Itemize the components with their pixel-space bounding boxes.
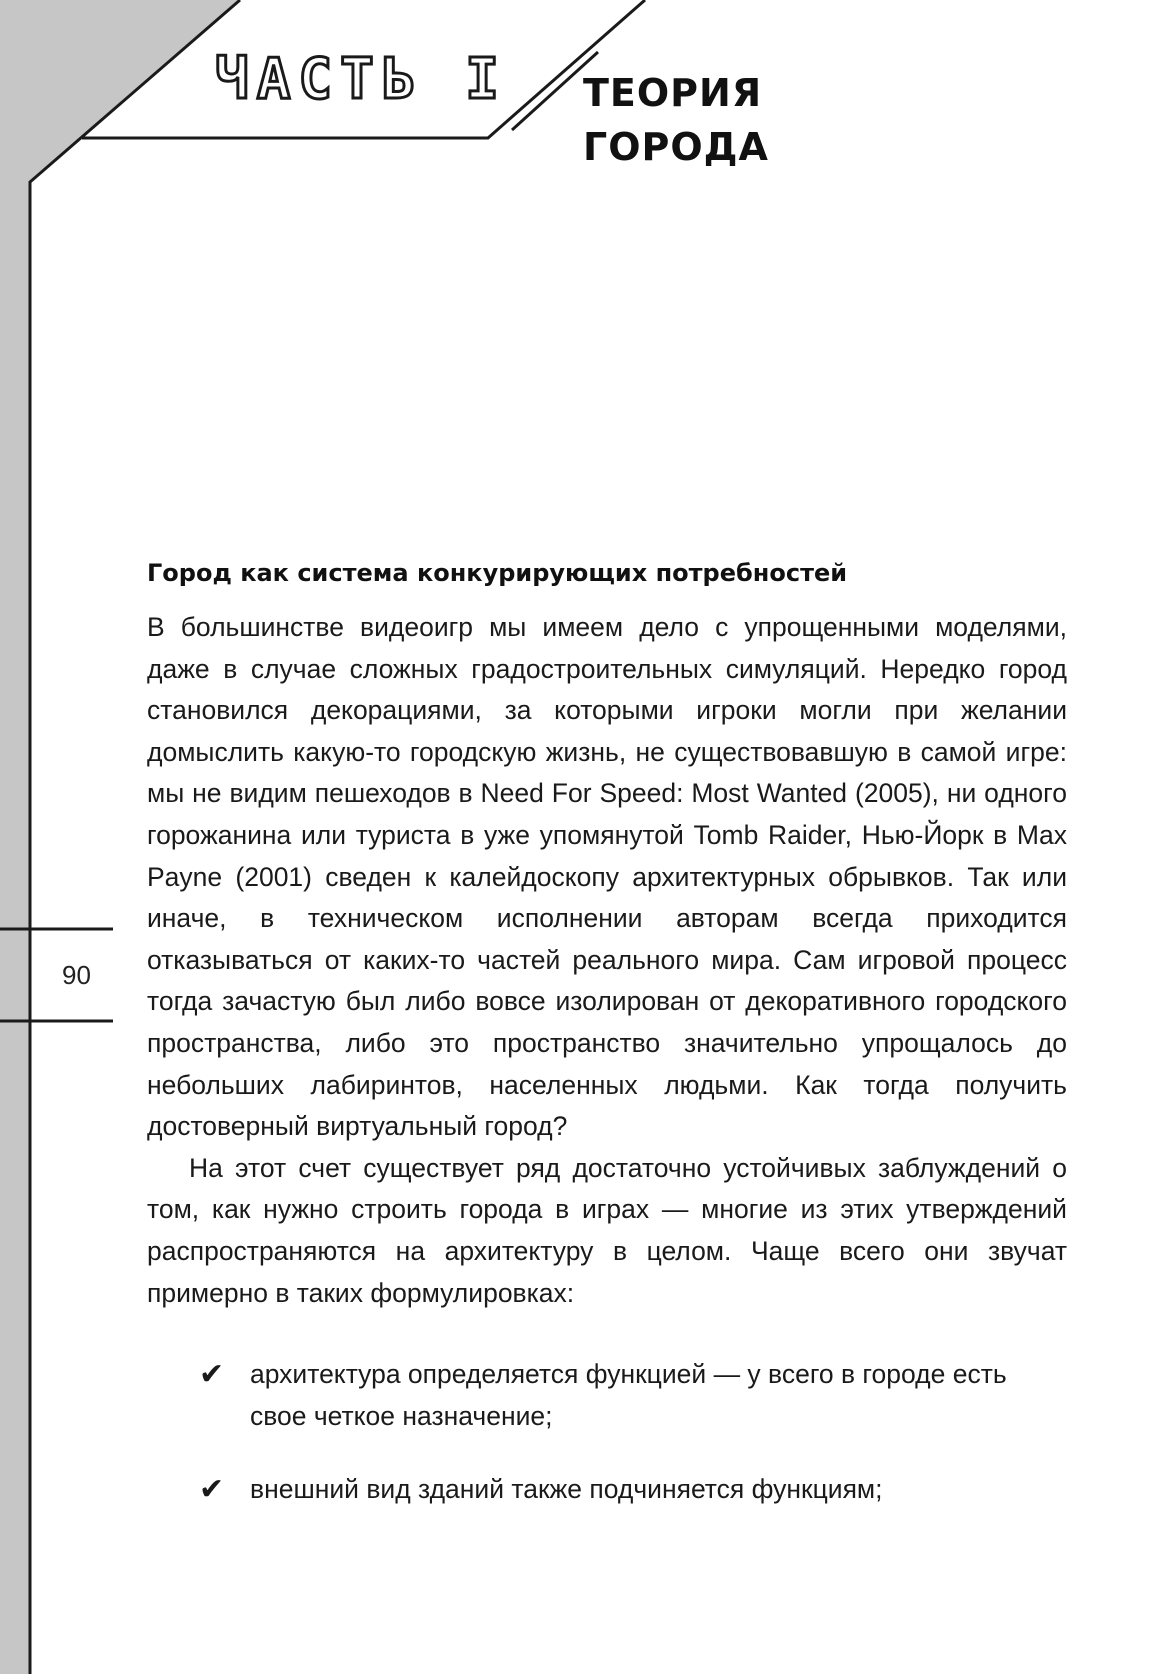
part-title-line-1: ТЕОРИЯ — [583, 71, 763, 115]
check-icon: ✔ — [199, 1358, 225, 1392]
main-content — [147, 553, 1067, 1543]
list-item — [147, 1354, 1067, 1437]
body-paragraph-1: В большинстве видеоигр мы имеем дело с упрощенными моделями, даже в случае сложных градостроительных симуляций. Нередко город становился декорациями, за которыми игроки могли при желании домыслить какую-то городскую жизнь, не существовавшую в самой игре: мы не видим пешеходов в Need For Speed: Most Wanted (2005), ни одного горожанина или туриста в уже упомянутой Tomb Raider, Нью-Йорк в Max Payne (2001) сведен к калейдоскопу архитектурных обрывков. Так или иначе, в техническом исполнении авторам всегда приходится отказываться от каких-то частей реального мира. Сам игровой процесс тогда зачастую был либо вовсе изолирован от декоративного городского пространства, либо это пространство значительно упрощалось до небольших лабиринтов, населенных людьми. Как тогда получить достоверный виртуальный город? — [147, 612, 1067, 1142]
list-item — [147, 1469, 1067, 1511]
body-paragraph-2: На этот счет существует ряд достаточно устойчивых заблуждений о том, как нужно строить города в играх — многие из этих утверждений распространяются на архитектуру в целом. Чаще всего они звучат примерно в таких формулировках: — [147, 1152, 1067, 1308]
list-item-text: внешний вид зданий также подчиняется функциям; — [250, 1474, 883, 1505]
bullet-list — [147, 1354, 1067, 1511]
part-title-line-2: ГОРОДА — [583, 125, 769, 169]
section-heading: Город как система конкурирующих потребностей — [147, 559, 848, 587]
page-number: 90 — [62, 960, 91, 990]
part-label: ЧАСТЬ I — [215, 47, 508, 112]
part-title — [583, 66, 769, 174]
check-icon: ✔ — [199, 1473, 225, 1507]
list-item-text: архитектура определяется функцией — у всего в городе есть свое четкое назначение; — [250, 1359, 1007, 1431]
